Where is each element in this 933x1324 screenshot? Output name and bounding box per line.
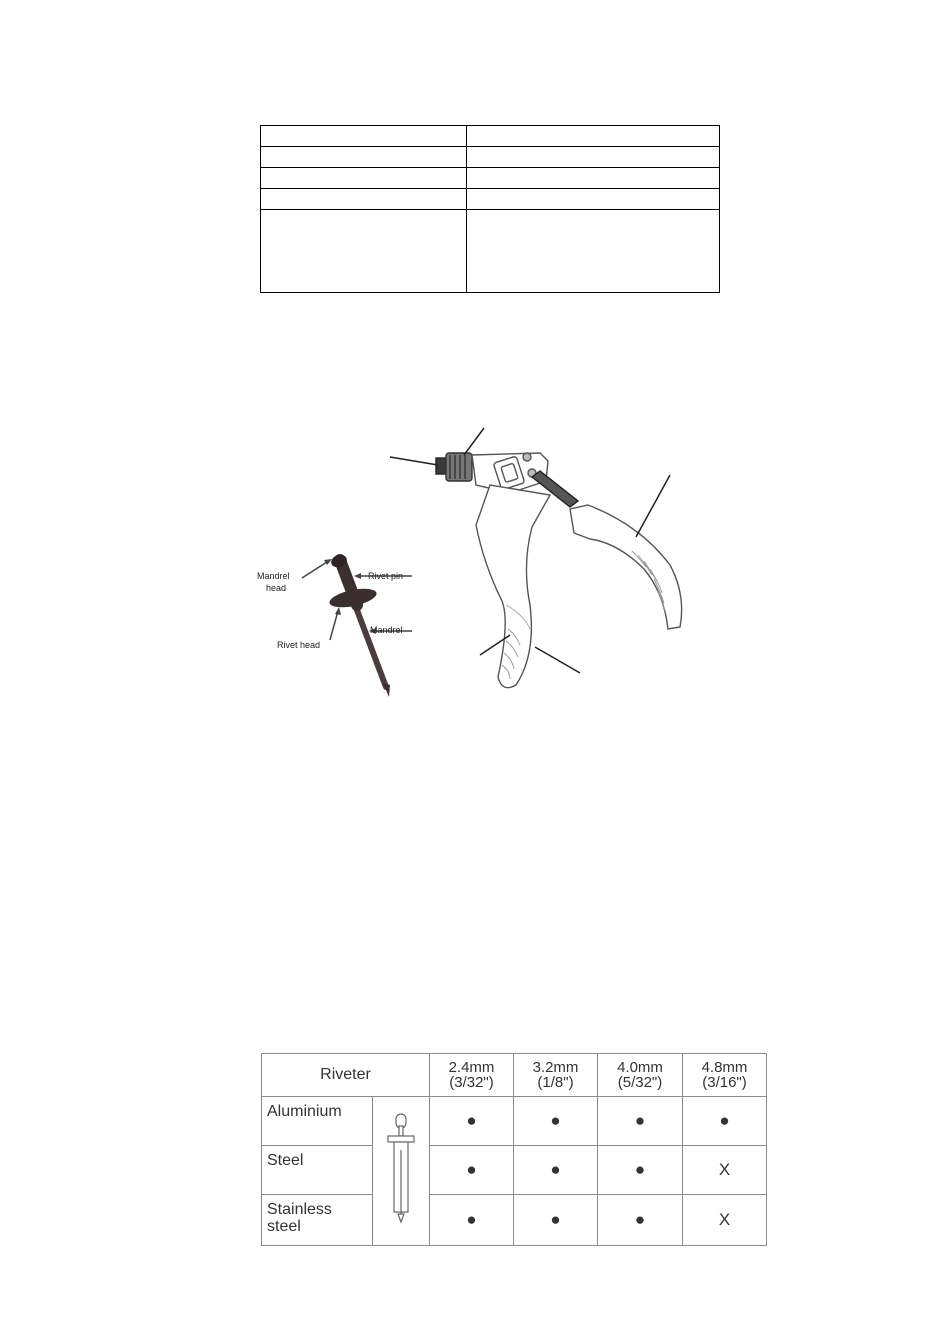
riveter-header: Riveter: [262, 1054, 430, 1097]
size-mm: 4.0mm: [617, 1059, 663, 1076]
mark-cell: ●: [514, 1146, 598, 1195]
rivet-compatibility-table: [261, 1053, 767, 1246]
rivet-icon: [373, 1097, 430, 1246]
mark-cell: X: [683, 1195, 767, 1246]
size-header-1: [430, 1054, 514, 1097]
size-inch: (3/32"): [449, 1074, 494, 1091]
material-label: Aluminium: [267, 1103, 342, 1120]
size-mm: 3.2mm: [532, 1059, 579, 1076]
label-rivet-pin: Rivet pin: [368, 571, 404, 581]
material-stainless-steel: [262, 1195, 373, 1246]
size-mm: 4.8mm: [701, 1059, 748, 1076]
size-mm: 2.4mm: [448, 1059, 495, 1076]
mark-cell: ●: [430, 1146, 514, 1195]
mark-cell: ●: [683, 1097, 767, 1146]
riveter-tool-drawing: [436, 453, 682, 688]
material-label-2: steel: [267, 1218, 301, 1235]
spec-table: [260, 125, 720, 293]
material-label: Stainless: [267, 1201, 332, 1218]
size-header-3: [598, 1054, 683, 1097]
mark-cell: X: [683, 1146, 767, 1195]
size-inch: (1/8"): [537, 1074, 574, 1091]
material-steel: [262, 1146, 373, 1195]
size-inch: (5/32"): [617, 1074, 663, 1091]
riveter-illustration: [240, 415, 700, 715]
mark-cell: ●: [514, 1097, 598, 1146]
label-rivet-head: Rivet head: [277, 640, 321, 650]
mark-cell: ●: [598, 1195, 683, 1246]
mark-cell: ●: [430, 1195, 514, 1246]
material-label: Steel: [267, 1152, 304, 1169]
mark-cell: ●: [598, 1097, 683, 1146]
label-mandrel-head-2: head: [266, 583, 287, 593]
label-mandrel-head-1: Mandrel: [257, 571, 290, 581]
size-header-4: [683, 1054, 767, 1097]
size-inch: (3/16"): [702, 1074, 747, 1091]
mark-cell: ●: [598, 1146, 683, 1195]
label-mandrel: Mandrel: [370, 625, 403, 635]
material-aluminium: [262, 1097, 373, 1146]
mark-cell: ●: [430, 1097, 514, 1146]
mark-cell: ●: [514, 1195, 598, 1246]
size-header-2: [514, 1054, 598, 1097]
